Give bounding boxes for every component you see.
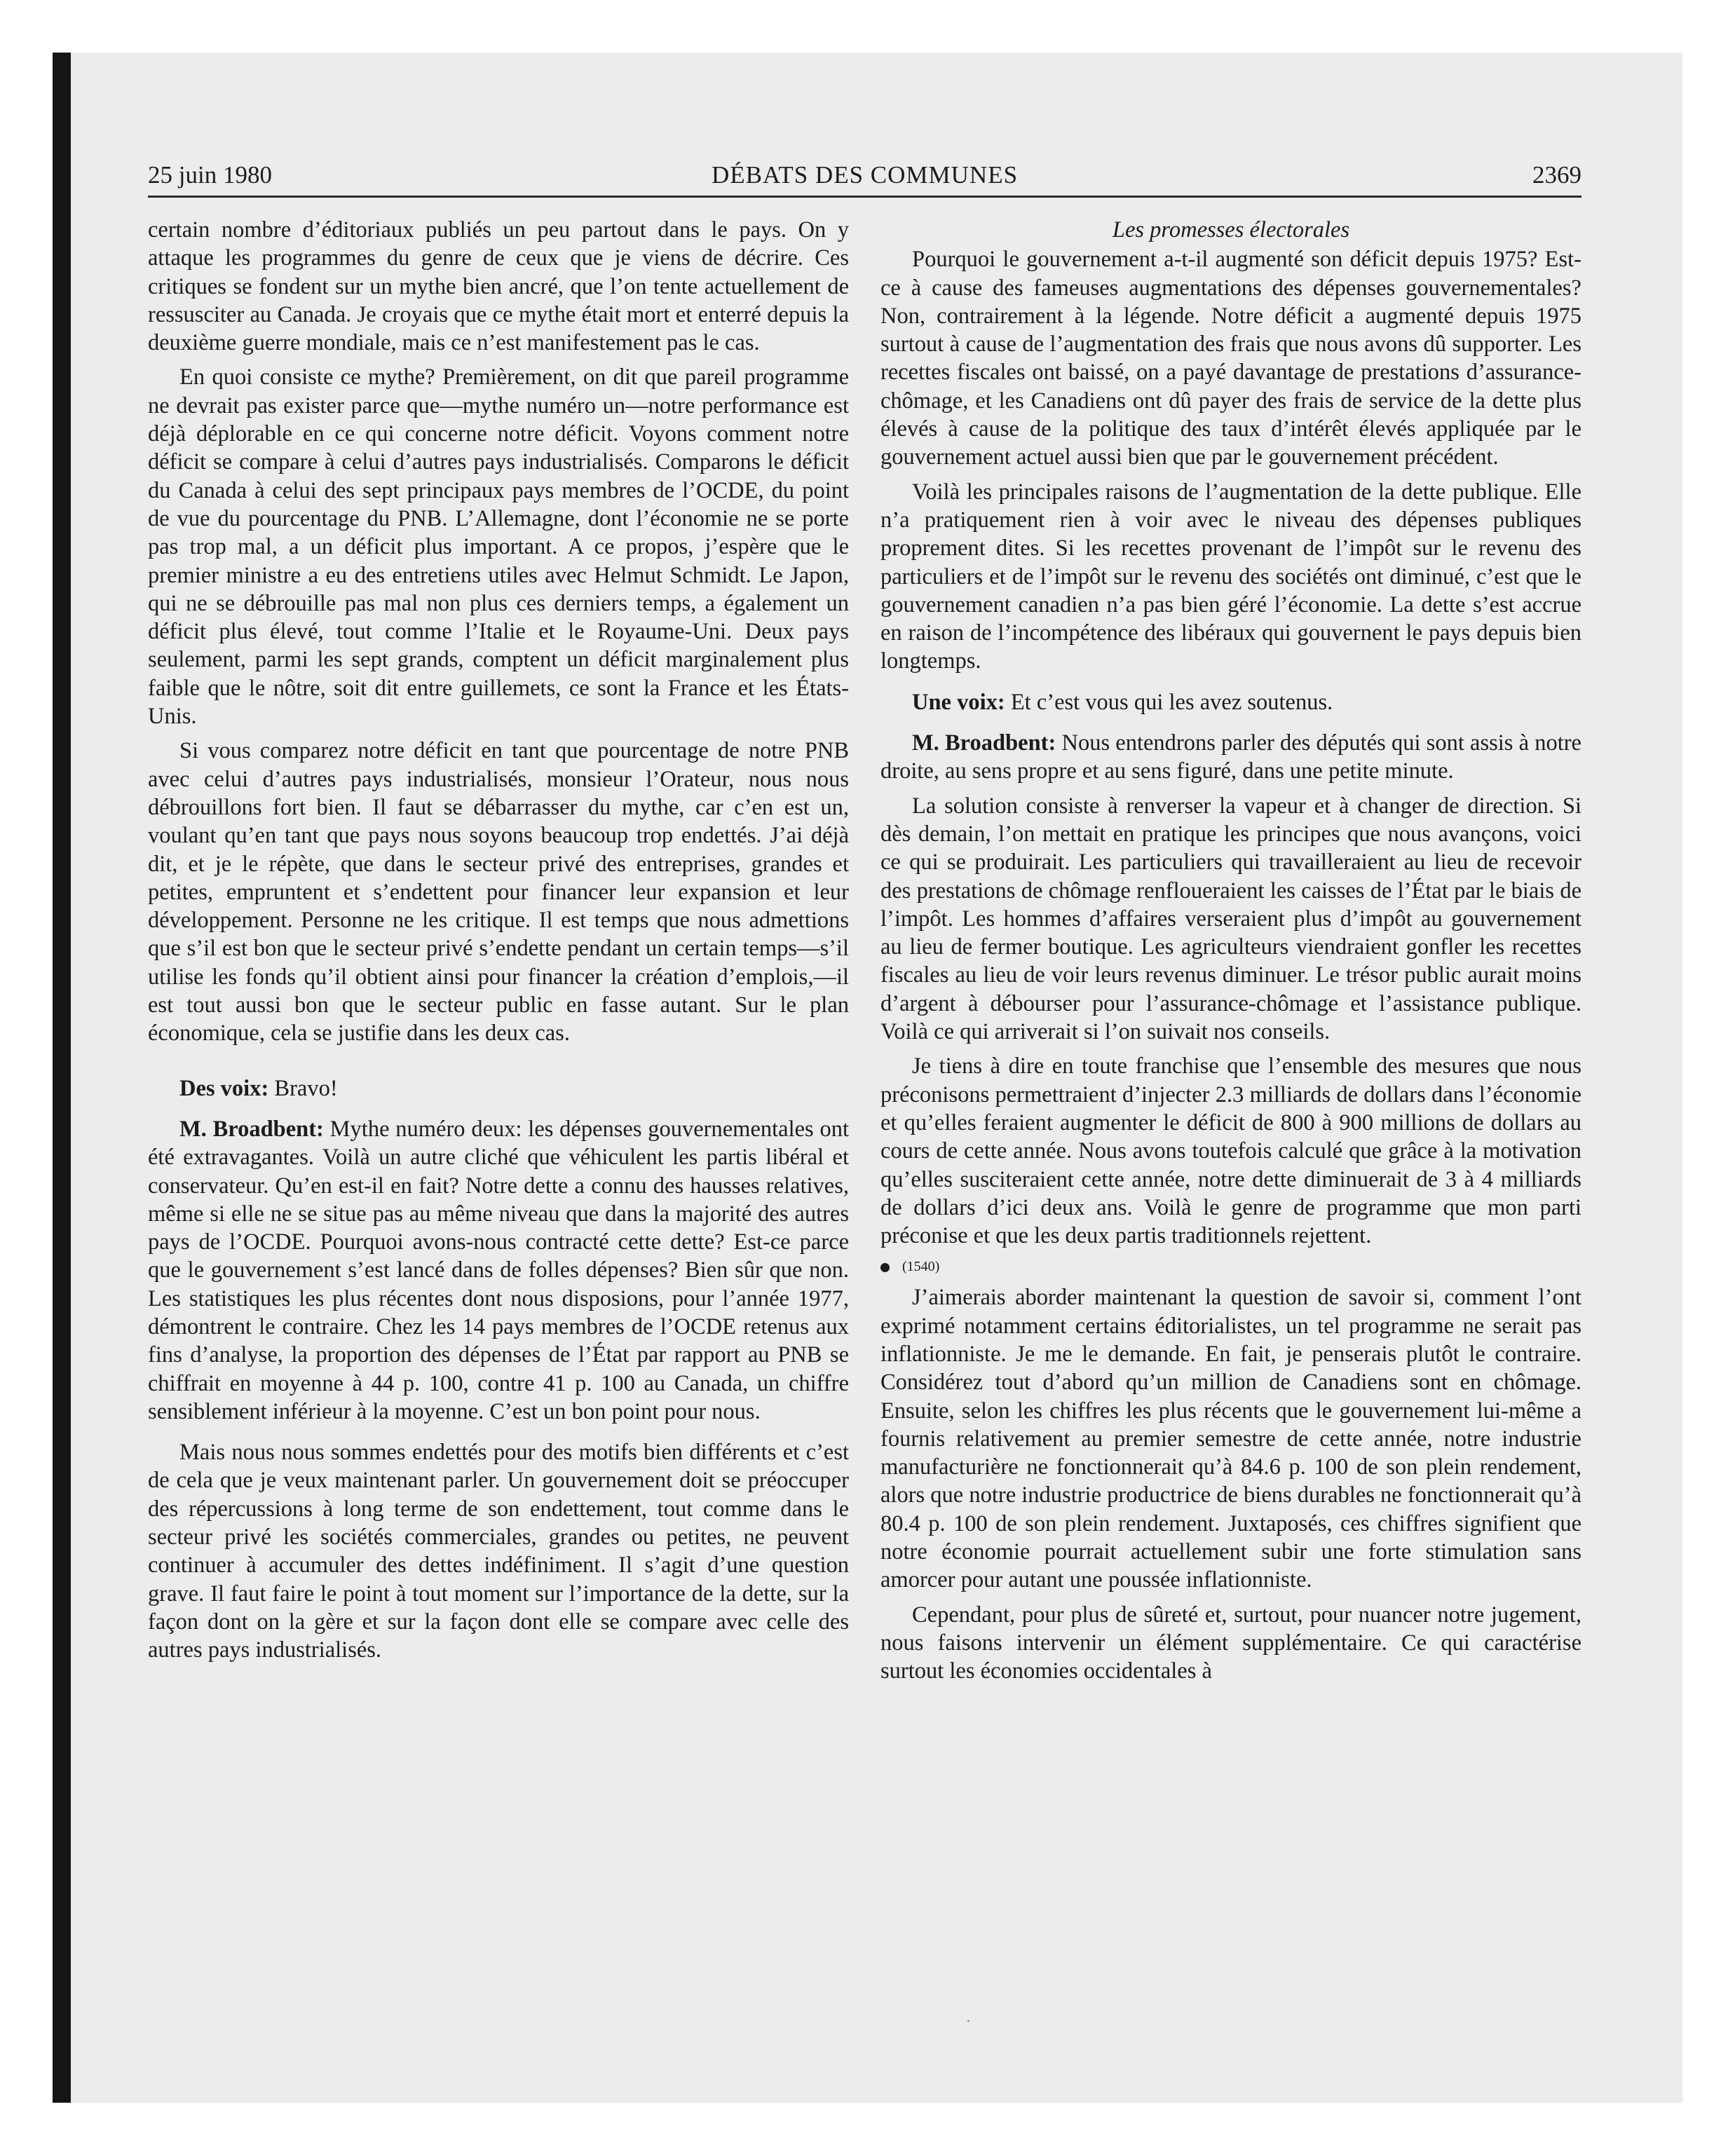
paragraph: La solution consiste à renverser la vapeur et à changer de direction. Si dès demain, l’on mettait en pratique les principes que nous avançons, voici ce qui se produirait. Les particuliers qui travailleraient au lieu de recevoir des prestations de chômage renfloueraient les caisses de l’État par le biais de l’impôt. Les hommes d’affaires verseraient plus d’impôt au gouvernement au lieu de fermer boutique. Les agriculteurs viendraient gonfler les recettes fiscales au lieu de voir leurs revenus diminuer. Le trésor public aurait moins d’argent à débourser pour l’assurance-chômage et l’assistance publique. Voilà ce qui arriverait si l’on suivait nos conseils. <box>880 793 1581 1045</box>
interjection <box>880 688 1581 716</box>
header-date: 25 juin 1980 <box>148 161 272 189</box>
timestamp-marker <box>880 1256 1581 1277</box>
paragraph: certain nombre d’éditoriaux publiés un peu partout dans le pays. On y attaque les programmes du genre de ceux que je viens de décrire. Ces critiques se fondent sur un mythe bien ancré, que l’on tente actuellement de ressusciter au Canada. Je croyais que ce mythe était mort et enterré depuis la deuxième guerre mondiale, mais ce n’est manifestement pas le cas. <box>148 217 849 356</box>
interjection-text: Bravo! <box>268 1075 338 1101</box>
paragraph: Si vous comparez notre déficit en tant que pourcentage de notre PNB avec celui d’autres pays industrialisés, monsieur l’Orateur, nous nous débrouillons fort bien. Il faut se débarrasser du mythe, car c’en est un, voulant qu’en tant que pays nous soyons beaucoup trop endettés. J’ai déjà dit, et je le répète, que dans le secteur privé des entreprises, grandes et petites, empruntent et s’endettent pour financer leur expansion et leur développement. Personne ne les critique. Il est temps que nous admettions que s’il est bon que le secteur privé s’endette pendant un certain temps—s’il utilise les fonds qu’il obtient ainsi pour financer la création d’emplois,—il est tout aussi bon que le secteur public en fasse autant. Sur le plan économique, cela se justifie dans les deux cas. <box>148 738 849 1046</box>
speaker-name: Des voix: <box>179 1075 269 1101</box>
header-title: DÉBATS DES COMMUNES <box>711 161 1019 189</box>
speech-text: Mythe numéro deux: les dépenses gouvernementales ont été extravagantes. Voilà un autre cliché que véhiculent les partis libéral et conservateur. Qu’en est-il en fait? Notre dette a connu des hausses relatives, même si elle ne se situe pas au même niveau que dans la majorité des autres pays de l’OCDE. Pourquoi avons-nous contracté cette dette? Est-ce parce que le gouvernement s’est lancé dans de folles dépenses? Bien sûr que non. Les statistiques les plus récentes dont nous disposions, pour l’année 1977, démontrent le contraire. Chez les 14 pays membres de l’OCDE retenus aux fins d’analyse, la proportion des dépenses de l’État par rapport au PNB se chiffrait en moyenne à 44 p. 100, contre 41 p. 100 au Canada, un chiffre sensiblement inférieur à la moyenne. C’est un bon point pour nous. <box>148 1116 849 1424</box>
scan-speck <box>967 2020 969 2022</box>
scan-edge-bar <box>53 53 71 2103</box>
right-column <box>880 216 1581 1692</box>
speaker-name: M. Broadbent: <box>179 1116 324 1142</box>
page-header <box>148 158 1581 193</box>
bullet-icon <box>880 1263 890 1272</box>
paragraph: J’aimerais aborder maintenant la question de savoir si, comment l’ont exprimé notamment certains éditorialistes, un tel programme ne serait pas inflationniste. Je me le demande. En fait, je penserais plutôt le contraire. Considérez tout d’abord qu’un million de Canadiens sont en chômage. Ensuite, selon les chiffres les plus récents que le gouvernement lui-même a fournis relativement au premier semestre de cette année, notre industrie manufacturière ne fonctionnerait qu’à 84.6 p. 100 de son plein rendement, alors que notre industrie productrice de biens durables ne fonctionnerait qu’à 80.4 p. 100 de son plein rendement. Juxtaposés, ces chiffres signifient que notre économie pourrait actuellement subir une forte stimulation sans amorcer pour autant une poussée inflationniste. <box>880 1285 1581 1593</box>
paragraph: Mais nous nous sommes endettés pour des motifs bien différents et c’est de cela que je veux maintenant parler. Un gouvernement doit se préoccuper des répercussions à long terme de son endettement, tout comme dans le secteur privé les sociétés commerciales, grandes ou petites, ne peuvent continuer à accumuler des dettes indéfiniment. Il s’agit d’une question grave. Il faut faire le point à tout moment sur l’importance de la dette, sur la façon dont on la gère et sur la façon dont elle se compare avec celle des autres pays industrialisés. <box>148 1440 849 1663</box>
speech-paragraph <box>148 1115 849 1426</box>
section-heading: Les promesses électorales <box>1112 217 1350 243</box>
speech-paragraph <box>880 729 1581 786</box>
paragraph: Je tiens à dire en toute franchise que l’ensemble des mesures que nous préconisons permettraient d’injecter 2.3 milliards de dollars dans l’économie et qu’elles feraient augmenter le déficit de 800 à 900 millions de dollars au cours de cette année. Nous avons toutefois calculé que grâce à la motivation qu’elles susciteraient cette année, notre dette diminuerait de 3 à 4 milliards de dollars d’ici deux ans. Voilà le genre de programme que mon parti préconise et que les deux partis traditionnels rejettent. <box>880 1053 1581 1249</box>
header-page-number: 2369 <box>1532 161 1581 189</box>
timestamp: (1540) <box>902 1259 940 1275</box>
paragraph: En quoi consiste ce mythe? Premièrement, on dit que pareil programme ne devrait pas exister parce que—mythe numéro un—notre performance est déjà déplorable en ce qui concerne notre déficit. Voyons comment notre déficit se compare à celui d’autres pays industrialisés. Comparons le déficit du Canada à celui des sept principaux pays membres de l’OCDE, du point de vue du pourcentage du PNB. L’Allemagne, dont l’économie ne se porte pas trop mal, a un déficit plus important. A ce propos, j’espère que le premier ministre a eu des entretiens utiles avec Helmut Schmidt. Le Japon, qui ne se débrouille pas mal non plus ces derniers temps, a également un déficit plus élevé, tout comme l’Italie et le Royaume-Uni. Deux pays seulement, parmi les sept grands, comptent un déficit marginalement plus faible que le nôtre, soit dit entre guillemets, ce sont la France et les États-Unis. <box>148 364 849 730</box>
interjection-text: Et c’est vous qui les avez soutenus. <box>1005 689 1333 715</box>
interjection <box>148 1074 849 1103</box>
left-column <box>148 216 849 1671</box>
paragraph: Pourquoi le gouvernement a-t-il augmenté son déficit depuis 1975? Est-ce à cause des fameuses augmentations des dépenses gouvernementales? Non, contrairement à la légende. Notre déficit a augmenté depuis 1975 surtout à cause de l’augmentation des frais que nous avons dû supporter. Les recettes fiscales ont baissé, on a payé davantage de prestations d’assurance-chômage, et les Canadiens ont dû payer des frais de service de la dette plus élevés à cause de la politique des taux d’intérêt élevés appliquée par le gouvernement actuel aussi bien que par le gouvernement précédent. <box>880 247 1581 470</box>
paragraph: Cependant, pour plus de sûreté et, surtout, pour nuancer notre jugement, nous faisons intervenir un élément supplémentaire. Ce qui caractérise surtout les économies occidentales à <box>880 1602 1581 1684</box>
speaker-name: M. Broadbent: <box>912 730 1056 756</box>
paragraph: Voilà les principales raisons de l’augmentation de la dette publique. Elle n’a pratiquement rien à voir avec le niveau des dépenses publiques proprement dites. Si les recettes provenant de l’impôt sur le revenu des particuliers et de l’impôt sur le revenu des sociétés ont diminué, c’est que le gouvernement canadien n’a pas bien géré l’économie. La dette s’est accrue en raison de l’incompétence des libéraux qui gouvernent le pays depuis bien longtemps. <box>880 479 1581 674</box>
speech-text: Nous entendrons parler des députés qui sont assis à notre droite, au sens propre et au sens figuré, dans une petite minute. <box>880 730 1581 784</box>
header-rule <box>148 196 1581 198</box>
speaker-name: Une voix: <box>912 689 1005 715</box>
